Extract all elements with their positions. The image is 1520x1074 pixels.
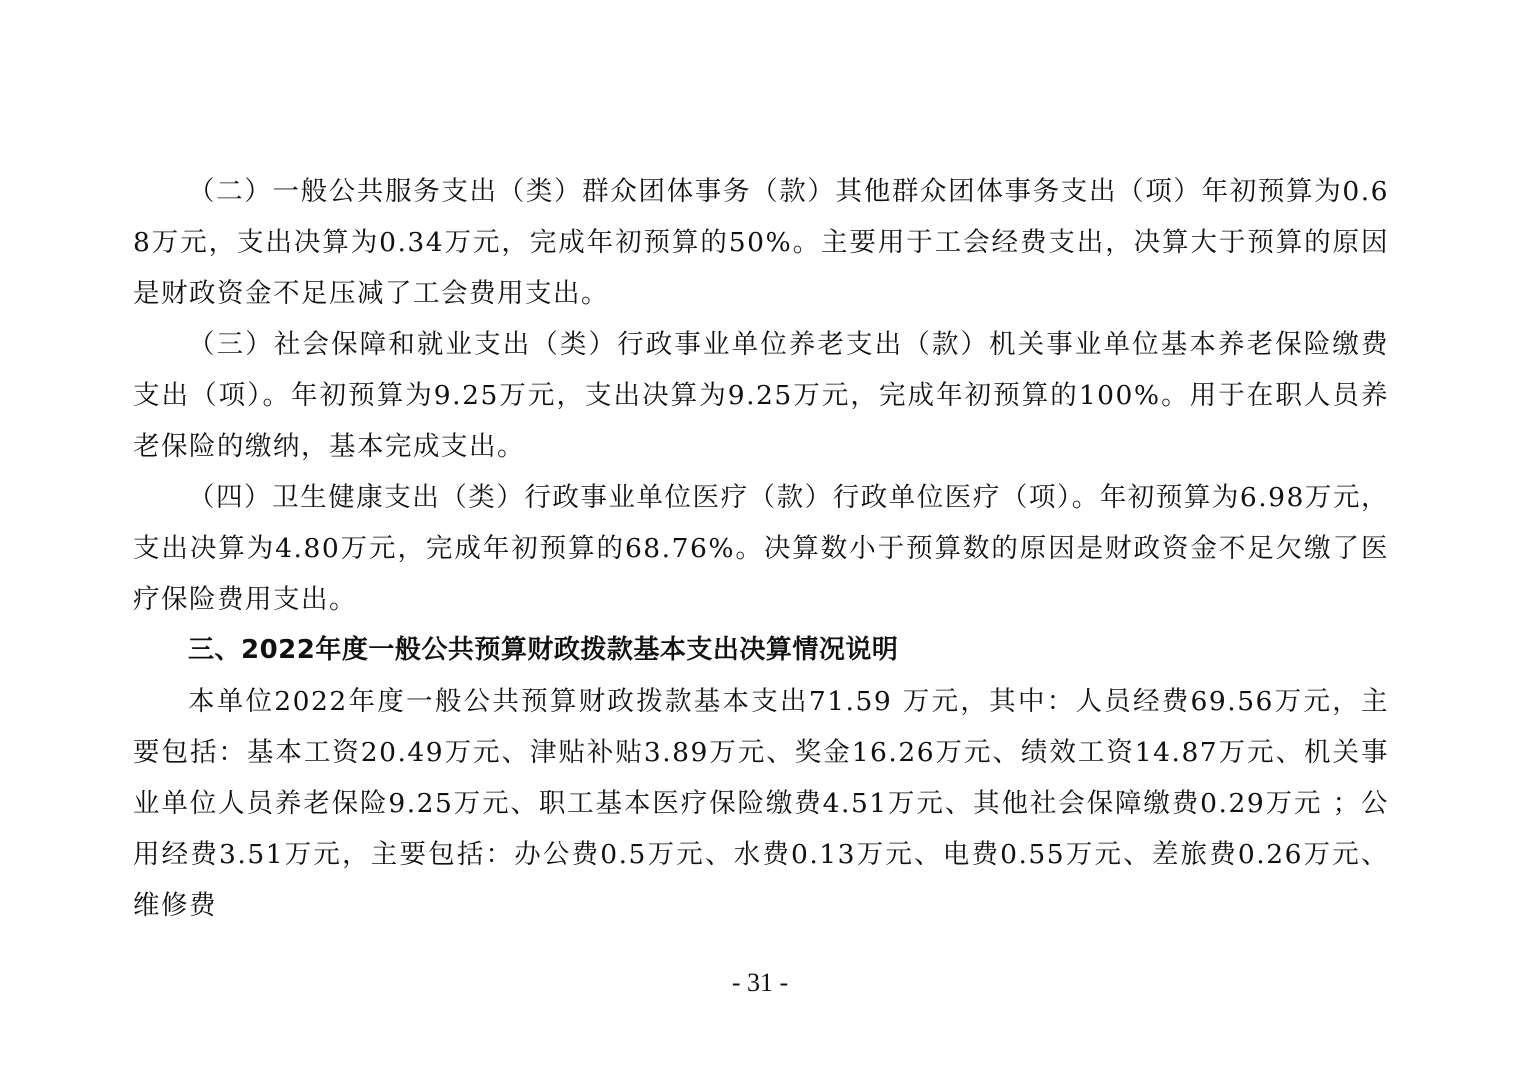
section-heading-basic-expenditure: 三、2022年度一般公共预算财政拨款基本支出决算情况说明 (188, 635, 899, 665)
paragraph-social-security: （三）社会保障和就业支出（类）行政事业单位养老支出（款）机关事业单位基本养老保险缴费支出（项）。年初预算为9.25万元，支出决算为9.25万元，完成年初预算的100%。用于在职人员养老保险的缴纳，基本完成支出。 (133, 329, 1389, 462)
paragraph-basic-expenditure: 本单位2022年度一般公共预算财政拨款基本支出71.59 万元，其中：人员经费69.56万元，主要包括：基本工资20.49万元、津贴补贴3.89万元、奖金16.26万元、绩效工资14.87万元、机关事业单位人员养老保险9.25万元、职工基本医疗保险缴费4.51万元、其他社会保障缴费0.29万元 ；公用经费3.51万元，主要包括：办公费0.5万元、水费0.13万元、电费0.55万元、差旅费0.26万元、维修费 (133, 686, 1389, 921)
paragraph-health: （四）卫生健康支出（类）行政事业单位医疗（款）行政单位医疗（项）。年初预算为6.98万元，支出决算为4.80万元，完成年初预算的68.76%。决算数小于预算数的原因是财政资金不足欠缴了医疗保险费用支出。 (133, 482, 1389, 615)
paragraph-general-public-services: （二）一般公共服务支出（类）群众团体事务（款）其他群众团体事务支出（项）年初预算为0.68万元，支出决算为0.34万元，完成年初预算的50%。主要用于工会经费支出，决算大于预算的原因是财政资金不足压减了工会费用支出。 (133, 176, 1389, 309)
page-number: - 31 - (731, 968, 789, 997)
document-body (133, 166, 1389, 931)
